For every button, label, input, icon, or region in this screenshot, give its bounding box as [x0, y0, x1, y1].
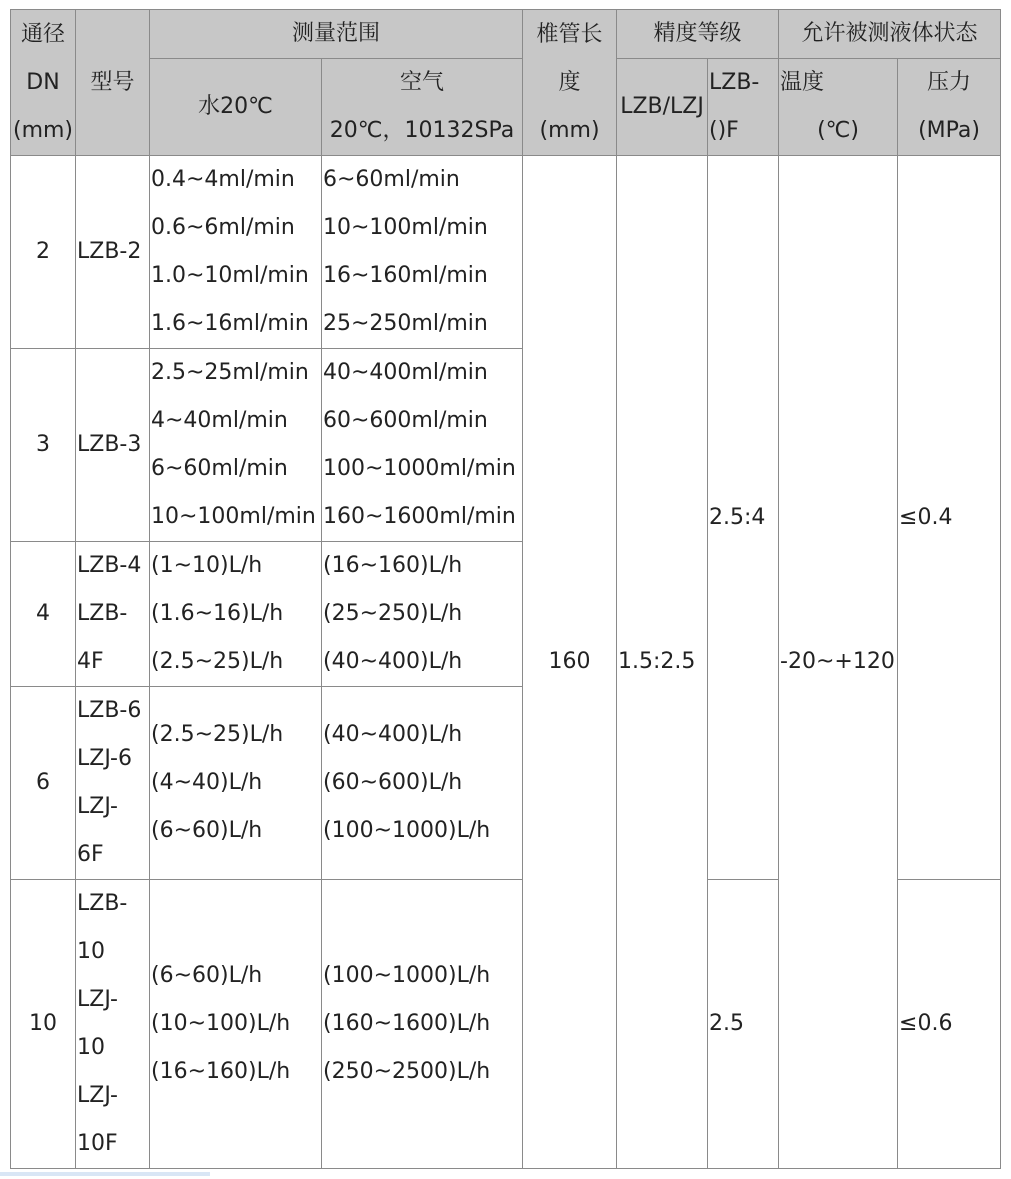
header-temperature-line: (℃)	[817, 118, 859, 143]
model-line: LZB-2	[77, 239, 142, 264]
air-range: 16~160ml/min	[323, 263, 488, 288]
header-tube-length	[523, 10, 617, 156]
header-pressure-line: (MPa)	[918, 118, 980, 143]
cell-temperature: -20~+120	[779, 156, 898, 1169]
water-range: (16~160)L/h	[151, 1059, 291, 1084]
air-range: (40~400)L/h	[323, 649, 463, 674]
water-range: 2.5~25ml/min	[151, 360, 309, 385]
water-range: 6~60ml/min	[151, 456, 288, 481]
air-range: (40~400)L/h	[323, 722, 463, 747]
air-range: 6~60ml/min	[323, 167, 460, 192]
cell-accuracy-lzbf-lower: 2.5	[708, 880, 779, 1169]
cell-air	[322, 542, 523, 687]
cell-water	[150, 880, 322, 1169]
water-range: 1.0~10ml/min	[151, 263, 309, 288]
water-range: 1.6~16ml/min	[151, 311, 309, 336]
model-line: LZJ-	[77, 794, 118, 819]
cell-accuracy-lzbf-upper: 2.5:4	[708, 156, 779, 880]
cell-pressure-lower: ≤0.6	[898, 880, 1001, 1169]
water-range: (2.5~25)L/h	[151, 649, 284, 674]
model-line: LZJ-6	[77, 746, 132, 771]
cell-tube-length: 160	[523, 156, 617, 1169]
header-accuracy-lzb-lzj: LZB/LZJ	[617, 59, 708, 156]
cell-water	[150, 349, 322, 542]
header-air-line: 空气	[400, 70, 445, 95]
cell-water	[150, 687, 322, 880]
cell-dn: 10	[11, 880, 76, 1169]
cell-model	[76, 880, 150, 1169]
model-line: 4F	[77, 649, 104, 674]
model-line: 6F	[77, 842, 104, 867]
air-range: 100~1000ml/min	[323, 456, 516, 481]
cell-air	[322, 156, 523, 349]
header-accuracy-title: 精度等级	[617, 10, 779, 59]
flowmeter-spec-table	[10, 9, 1001, 1169]
model-line: LZB-	[77, 891, 128, 916]
cell-pressure-upper: ≤0.4	[898, 156, 1001, 880]
header-water: 水20℃	[150, 59, 322, 156]
air-range: 60~600ml/min	[323, 408, 488, 433]
water-range: (1.6~16)L/h	[151, 601, 284, 626]
air-range: 25~250ml/min	[323, 311, 488, 336]
bottom-highlight-strip	[0, 1172, 210, 1176]
header-pressure-line: 压力	[927, 70, 972, 95]
model-line: LZB-4	[77, 553, 142, 578]
header-diameter-line: 通径	[20, 21, 65, 47]
table-header	[11, 10, 1001, 156]
air-range: (25~250)L/h	[323, 601, 463, 626]
model-line: 10F	[77, 1131, 118, 1156]
model-line: LZJ-	[77, 987, 118, 1012]
table-row	[11, 156, 1001, 349]
air-range: 160~1600ml/min	[323, 504, 516, 529]
cell-water	[150, 542, 322, 687]
air-range: (100~1000)L/h	[323, 963, 491, 988]
header-temperature	[779, 59, 898, 156]
air-range: 40~400ml/min	[323, 360, 488, 385]
air-range: (16~160)L/h	[323, 553, 463, 578]
model-line: 10	[77, 1035, 105, 1060]
model-line: LZJ-	[77, 1083, 118, 1108]
header-state-title: 允许被测液体状态	[779, 10, 1001, 59]
header-tube-length-line: 度	[558, 69, 581, 95]
cell-air	[322, 687, 523, 880]
header-air-line: 20℃，10132SPa	[329, 118, 515, 143]
air-range: (60~600)L/h	[323, 770, 463, 795]
cell-air	[322, 880, 523, 1169]
water-range: (6~60)L/h	[151, 818, 263, 843]
cell-dn: 4	[11, 542, 76, 687]
header-diameter-line: (mm)	[12, 117, 74, 143]
header-temperature-line: 温度	[780, 70, 825, 95]
air-range: 10~100ml/min	[323, 215, 488, 240]
cell-accuracy-lzb-lzj: 1.5:2.5	[617, 156, 708, 1169]
water-range: (2.5~25)L/h	[151, 722, 284, 747]
header-accuracy-lzbf-line: ()F	[709, 118, 739, 143]
model-line: LZB-	[77, 601, 128, 626]
water-range: (4~40)L/h	[151, 770, 263, 795]
header-air	[322, 59, 523, 156]
header-pressure	[898, 59, 1001, 156]
header-accuracy-lzbf	[708, 59, 779, 156]
header-tube-length-line: (mm)	[539, 117, 600, 143]
cell-model	[76, 542, 150, 687]
cell-model	[76, 156, 150, 349]
model-line: 10	[77, 939, 105, 964]
water-range: 0.4~4ml/min	[151, 167, 295, 192]
header-tube-length-line: 椎管长	[536, 21, 603, 47]
model-line: LZB-3	[77, 432, 142, 457]
model-line: LZB-6	[77, 698, 142, 723]
cell-dn: 3	[11, 349, 76, 542]
cell-air	[322, 349, 523, 542]
table-body	[11, 156, 1001, 1169]
header-diameter-line: DN	[26, 69, 60, 95]
cell-dn: 6	[11, 687, 76, 880]
cell-model	[76, 349, 150, 542]
water-range: 4~40ml/min	[151, 408, 288, 433]
water-range: (1~10)L/h	[151, 553, 263, 578]
cell-dn: 2	[11, 156, 76, 349]
water-range: (6~60)L/h	[151, 963, 263, 988]
header-model: 型号	[76, 10, 150, 156]
water-range: 0.6~6ml/min	[151, 215, 295, 240]
air-range: (250~2500)L/h	[323, 1059, 491, 1084]
header-range-title: 测量范围	[150, 10, 523, 59]
cell-model	[76, 687, 150, 880]
air-range: (160~1600)L/h	[323, 1011, 491, 1036]
air-range: (100~1000)L/h	[323, 818, 491, 843]
cell-water	[150, 156, 322, 349]
header-accuracy-lzbf-line: LZB-	[709, 70, 760, 95]
header-diameter	[11, 10, 76, 156]
water-range: (10~100)L/h	[151, 1011, 291, 1036]
water-range: 10~100ml/min	[151, 504, 316, 529]
